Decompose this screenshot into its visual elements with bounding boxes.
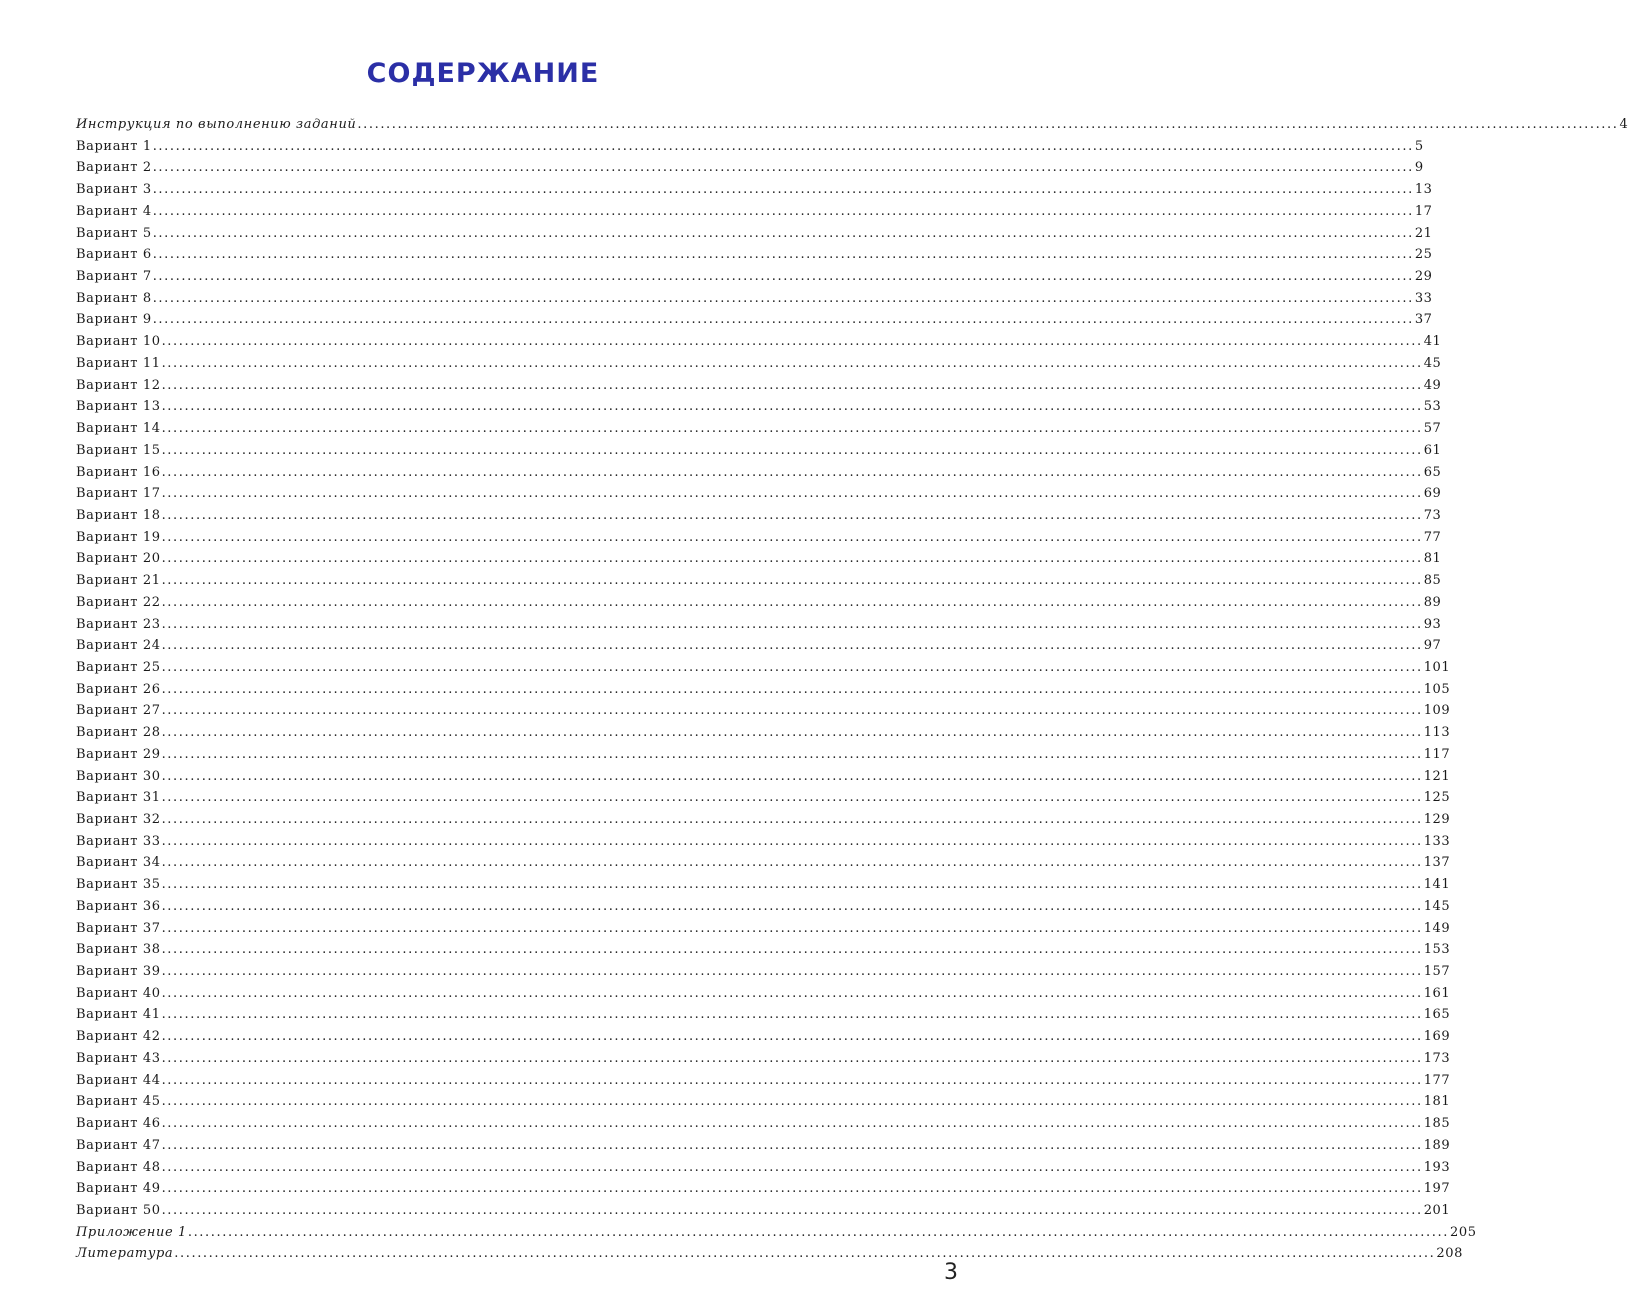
dot-leader: ............................................................................................................................................................................................................................ <box>161 985 1423 1001</box>
dot-leader: ............................................................................................................................................................................................................................ <box>161 1116 1423 1132</box>
dot-leader: ............................................................................................................................................................................................................................ <box>152 269 1414 285</box>
toc-entry-label: Вариант 3 <box>76 182 152 198</box>
dot-leader: ............................................................................................................................................................................................................................ <box>161 964 1423 980</box>
toc-entry-page: 193 <box>1423 1159 1451 1175</box>
dot-leader: ............................................................................................................................................................................................................................ <box>161 746 1423 762</box>
toc-entry-label: Вариант 28 <box>76 725 161 741</box>
toc-entry[interactable] <box>76 614 1442 636</box>
toc-entry[interactable] <box>76 1135 1451 1157</box>
toc-entry-page: 161 <box>1423 985 1451 1001</box>
toc-entry-page: 181 <box>1423 1094 1451 1110</box>
toc-entry-page: 117 <box>1423 746 1451 762</box>
toc-entry-page: 185 <box>1423 1116 1451 1132</box>
toc-entry-page: 81 <box>1423 551 1442 567</box>
toc-entry[interactable] <box>76 136 1424 158</box>
toc-entry-label: Вариант 39 <box>76 964 161 980</box>
toc-entry-page: 25 <box>1414 247 1433 263</box>
toc-entry-page: 33 <box>1414 290 1433 306</box>
toc-entry-label: Вариант 32 <box>76 812 161 827</box>
toc-entry-page: 165 <box>1423 1007 1451 1023</box>
toc-entry-page: 49 <box>1423 377 1442 393</box>
toc-entry[interactable] <box>76 1004 1451 1026</box>
toc-entry-page: 201 <box>1423 1202 1451 1218</box>
toc-entry-label: Вариант 46 <box>76 1116 161 1132</box>
dot-leader: ............................................................................................................................................................................................................................ <box>161 1029 1423 1045</box>
toc-entry-label: Вариант 22 <box>76 594 161 610</box>
toc-entry-label: Вариант 15 <box>76 442 161 458</box>
toc-entry-page: 145 <box>1423 898 1451 914</box>
dot-leader: ............................................................................................................................................................................................................................ <box>152 290 1414 306</box>
toc-entry-page: 9 <box>1414 160 1424 176</box>
toc-entry-label: Вариант 8 <box>76 290 152 306</box>
toc-entry[interactable] <box>76 223 1433 245</box>
dot-leader: ............................................................................................................................................................................................................................ <box>161 1007 1423 1023</box>
toc-entry-label: Вариант 30 <box>76 768 161 784</box>
toc-entry-page: 129 <box>1423 812 1451 827</box>
toc-entry-label: Вариант 20 <box>76 551 161 567</box>
toc-entry-page: 73 <box>1423 507 1442 523</box>
toc-entry[interactable] <box>76 1157 1451 1179</box>
toc-entry-page: 53 <box>1423 399 1442 415</box>
toc-entry-label: Вариант 41 <box>76 1007 161 1023</box>
dot-leader: ............................................................................................................................................................................................................................ <box>161 486 1423 502</box>
toc-entry[interactable] <box>76 570 1442 592</box>
toc-entry[interactable] <box>76 1070 1451 1092</box>
toc-entry-page: 157 <box>1423 964 1451 980</box>
toc-entry[interactable] <box>76 766 1451 788</box>
toc-entry-page: 141 <box>1423 877 1451 893</box>
toc-entry-label: Вариант 21 <box>76 573 161 589</box>
toc-entry-label: Инструкция по выполнению заданий <box>76 117 357 132</box>
toc-entry-page: 153 <box>1423 942 1451 958</box>
toc-entry[interactable] <box>76 635 1442 657</box>
toc-entry[interactable] <box>76 983 1451 1005</box>
toc-entry-page: 113 <box>1423 725 1451 741</box>
toc-entry[interactable] <box>76 1222 1477 1244</box>
toc-entry-page: 125 <box>1423 790 1451 806</box>
toc-entry-label: Вариант 4 <box>76 203 152 219</box>
toc-entry[interactable] <box>76 1048 1451 1070</box>
dot-leader: ............................................................................................................................................................................................................................ <box>161 942 1423 958</box>
toc-entry-page: 97 <box>1423 638 1442 654</box>
dot-leader: ............................................................................................................................................................................................................................ <box>161 790 1423 806</box>
toc-entry-label: Литература <box>76 1246 174 1262</box>
toc-entry[interactable] <box>76 244 1433 266</box>
toc-entry-label: Вариант 2 <box>76 160 152 176</box>
toc-entry-page: 173 <box>1423 1050 1451 1066</box>
toc-entry-page: 137 <box>1423 855 1451 871</box>
dot-leader: ............................................................................................................................................................................................................................ <box>152 138 1414 154</box>
dot-leader: ............................................................................................................................................................................................................................ <box>161 659 1423 675</box>
dot-leader: ............................................................................................................................................................................................................................ <box>161 594 1423 610</box>
toc-entry[interactable] <box>76 1091 1451 1113</box>
toc-entry-page: 77 <box>1423 529 1442 545</box>
toc-entry[interactable] <box>76 157 1424 179</box>
toc-entry-page: 133 <box>1423 833 1451 849</box>
toc-entry-label: Вариант 19 <box>76 529 161 545</box>
dot-leader: ............................................................................................................................................................................................................................ <box>152 312 1414 328</box>
toc-entry[interactable] <box>76 852 1451 874</box>
dot-leader: ............................................................................................................................................................................................................................ <box>161 1202 1423 1218</box>
toc-entry-page: 69 <box>1423 486 1442 502</box>
toc-entry[interactable] <box>76 548 1442 570</box>
dot-leader: ............................................................................................................................................................................................................................ <box>161 1137 1423 1153</box>
page-title: СОДЕРЖАНИЕ <box>366 58 600 89</box>
toc-entry-label: Вариант 35 <box>76 877 161 893</box>
dot-leader: ............................................................................................................................................................................................................................ <box>161 1181 1423 1197</box>
table-of-contents <box>76 114 1628 1265</box>
toc-entry-label: Вариант 29 <box>76 746 161 762</box>
toc-entry-page: 89 <box>1423 594 1442 610</box>
toc-entry[interactable] <box>76 1026 1451 1048</box>
toc-entry[interactable] <box>76 331 1442 353</box>
toc-entry-label: Вариант 6 <box>76 247 152 263</box>
toc-entry[interactable] <box>76 831 1451 853</box>
toc-entry-label: Вариант 43 <box>76 1050 161 1066</box>
dot-leader: ............................................................................................................................................................................................................................ <box>152 247 1414 263</box>
toc-entry[interactable] <box>76 483 1442 505</box>
toc-entry-page: 177 <box>1423 1072 1451 1088</box>
toc-entry[interactable] <box>76 353 1442 375</box>
toc-entry-label: Вариант 25 <box>76 659 161 675</box>
toc-entry[interactable] <box>76 375 1442 397</box>
toc-entry-label: Вариант 18 <box>76 507 161 523</box>
dot-leader: ............................................................................................................................................................................................................................ <box>152 203 1414 219</box>
dot-leader: ............................................................................................................................................................................................................................ <box>161 877 1423 893</box>
dot-leader: ............................................................................................................................................................................................................................ <box>174 1246 1436 1262</box>
dot-leader: ............................................................................................................................................................................................................................ <box>161 725 1423 741</box>
toc-entry[interactable] <box>76 179 1433 201</box>
dot-leader: ............................................................................................................................................................................................................................ <box>161 920 1423 936</box>
toc-entry[interactable] <box>76 266 1433 288</box>
toc-entry-label: Вариант 31 <box>76 790 161 806</box>
dot-leader: ............................................................................................................................................................................................................................ <box>161 551 1423 567</box>
toc-entry[interactable] <box>76 114 1628 136</box>
toc-entry[interactable] <box>76 1113 1451 1135</box>
dot-leader: ............................................................................................................................................................................................................................ <box>152 182 1414 198</box>
toc-entry[interactable] <box>76 874 1451 896</box>
dot-leader: ............................................................................................................................................................................................................................ <box>161 507 1423 523</box>
toc-entry-label: Вариант 26 <box>76 681 161 697</box>
toc-entry-page: 105 <box>1423 681 1451 697</box>
dot-leader: ............................................................................................................................................................................................................................ <box>187 1224 1449 1240</box>
toc-entry-label: Вариант 11 <box>76 355 161 371</box>
dot-leader: ............................................................................................................................................................................................................................ <box>161 1072 1423 1088</box>
toc-entry[interactable] <box>76 809 1451 831</box>
dot-leader: ............................................................................................................................................................................................................................ <box>161 833 1423 849</box>
toc-entry[interactable] <box>76 939 1451 961</box>
dot-leader: ............................................................................................................................................................................................................................ <box>161 442 1423 458</box>
dot-leader: ............................................................................................................................................................................................................................ <box>161 1159 1423 1175</box>
toc-entry-label: Вариант 44 <box>76 1072 161 1088</box>
toc-entry-label: Вариант 5 <box>76 225 152 241</box>
toc-entry-label: Вариант 14 <box>76 421 161 437</box>
toc-entry-label: Вариант 7 <box>76 269 152 285</box>
toc-entry-page: 37 <box>1414 312 1433 328</box>
toc-entry-page: 41 <box>1423 334 1442 350</box>
toc-entry-label: Вариант 27 <box>76 703 161 719</box>
toc-entry-label: Приложение 1 <box>76 1224 187 1240</box>
dot-leader: ............................................................................................................................................................................................................................ <box>161 1094 1423 1110</box>
toc-entry-label: Вариант 36 <box>76 898 161 914</box>
toc-entry[interactable] <box>76 896 1451 918</box>
dot-leader: ............................................................................................................................................................................................................................ <box>161 638 1423 654</box>
toc-entry-page: 65 <box>1423 464 1442 480</box>
dot-leader: ............................................................................................................................................................................................................................ <box>152 160 1414 176</box>
dot-leader: ............................................................................................................................................................................................................................ <box>161 377 1423 393</box>
toc-entry-page: 4 <box>1619 117 1628 132</box>
toc-entry-label: Вариант 38 <box>76 942 161 958</box>
toc-entry-page: 208 <box>1436 1246 1463 1262</box>
toc-entry-label: Вариант 23 <box>76 616 161 632</box>
toc-entry[interactable] <box>76 462 1442 484</box>
toc-entry[interactable] <box>76 505 1442 527</box>
toc-entry-page: 101 <box>1423 659 1451 675</box>
toc-entry-label: Вариант 48 <box>76 1159 161 1175</box>
toc-entry-label: Вариант 9 <box>76 312 152 328</box>
toc-entry-label: Вариант 50 <box>76 1202 161 1218</box>
toc-entry[interactable] <box>76 396 1442 418</box>
toc-entry[interactable] <box>76 679 1451 701</box>
dot-leader: ............................................................................................................................................................................................................................ <box>161 812 1423 827</box>
dot-leader: ............................................................................................................................................................................................................................ <box>161 768 1423 784</box>
toc-entry-label: Вариант 40 <box>76 985 161 1001</box>
toc-entry[interactable] <box>76 787 1451 809</box>
toc-entry-label: Вариант 10 <box>76 334 161 350</box>
toc-entry[interactable] <box>76 918 1451 940</box>
toc-entry-page: 85 <box>1423 573 1442 589</box>
dot-leader: ............................................................................................................................................................................................................................ <box>152 225 1414 241</box>
toc-entry-page: 149 <box>1423 920 1451 936</box>
toc-entry[interactable] <box>76 961 1451 983</box>
toc-entry-page: 93 <box>1423 616 1442 632</box>
toc-entry[interactable] <box>76 440 1442 462</box>
dot-leader: ............................................................................................................................................................................................................................ <box>161 464 1423 480</box>
toc-entry-page: 57 <box>1423 421 1442 437</box>
toc-entry-label: Вариант 42 <box>76 1029 161 1045</box>
toc-entry[interactable] <box>76 1200 1451 1222</box>
toc-entry-page: 121 <box>1423 768 1451 784</box>
dot-leader: ............................................................................................................................................................................................................................ <box>161 616 1423 632</box>
dot-leader: ............................................................................................................................................................................................................................ <box>161 573 1423 589</box>
toc-entry-page: 17 <box>1414 203 1433 219</box>
toc-entry[interactable] <box>76 288 1433 310</box>
toc-entry-label: Вариант 16 <box>76 464 161 480</box>
toc-entry[interactable] <box>76 1178 1451 1200</box>
toc-entry-label: Вариант 1 <box>76 138 152 154</box>
toc-entry-page: 5 <box>1414 138 1424 154</box>
toc-entry-label: Вариант 13 <box>76 399 161 415</box>
toc-entry-page: 205 <box>1449 1224 1477 1240</box>
toc-entry-page: 197 <box>1423 1181 1451 1197</box>
toc-entry-page: 29 <box>1414 269 1433 285</box>
toc-entry[interactable] <box>76 309 1433 331</box>
dot-leader: ............................................................................................................................................................................................................................ <box>161 529 1423 545</box>
dot-leader: ............................................................................................................................................................................................................................ <box>161 421 1423 437</box>
toc-entry[interactable] <box>76 527 1442 549</box>
toc-entry-label: Вариант 47 <box>76 1137 161 1153</box>
toc-entry-label: Вариант 17 <box>76 486 161 502</box>
dot-leader: ............................................................................................................................................................................................................................ <box>161 855 1423 871</box>
toc-entry[interactable] <box>76 657 1451 679</box>
toc-entry-page: 189 <box>1423 1137 1451 1153</box>
dot-leader: ............................................................................................................................................................................................................................ <box>161 681 1423 697</box>
dot-leader: ............................................................................................................................................................................................................................ <box>161 898 1423 914</box>
toc-entry-page: 109 <box>1423 703 1451 719</box>
toc-entry-label: Вариант 37 <box>76 920 161 936</box>
dot-leader: ............................................................................................................................................................................................................................ <box>357 117 1619 132</box>
toc-entry[interactable] <box>76 592 1442 614</box>
dot-leader: ............................................................................................................................................................................................................................ <box>161 355 1423 371</box>
toc-entry[interactable] <box>76 744 1451 766</box>
dot-leader: ............................................................................................................................................................................................................................ <box>161 399 1423 415</box>
toc-entry-page: 21 <box>1414 225 1433 241</box>
toc-entry-label: Вариант 12 <box>76 377 161 393</box>
dot-leader: ............................................................................................................................................................................................................................ <box>161 1050 1423 1066</box>
toc-entry-page: 45 <box>1423 355 1442 371</box>
toc-entry[interactable] <box>76 700 1451 722</box>
toc-entry[interactable] <box>76 1243 1463 1265</box>
page-number: 3 <box>944 1260 958 1285</box>
toc-entry[interactable] <box>76 722 1451 744</box>
toc-entry-page: 61 <box>1423 442 1442 458</box>
toc-entry-page: 169 <box>1423 1029 1451 1045</box>
dot-leader: ............................................................................................................................................................................................................................ <box>161 703 1423 719</box>
toc-entry-label: Вариант 49 <box>76 1181 161 1197</box>
toc-entry[interactable] <box>76 201 1433 223</box>
toc-entry-label: Вариант 24 <box>76 638 161 654</box>
toc-entry[interactable] <box>76 418 1442 440</box>
dot-leader: ............................................................................................................................................................................................................................ <box>161 334 1423 350</box>
toc-entry-label: Вариант 45 <box>76 1094 161 1110</box>
toc-entry-page: 13 <box>1414 182 1433 198</box>
toc-entry-label: Вариант 34 <box>76 855 161 871</box>
toc-entry-label: Вариант 33 <box>76 833 161 849</box>
